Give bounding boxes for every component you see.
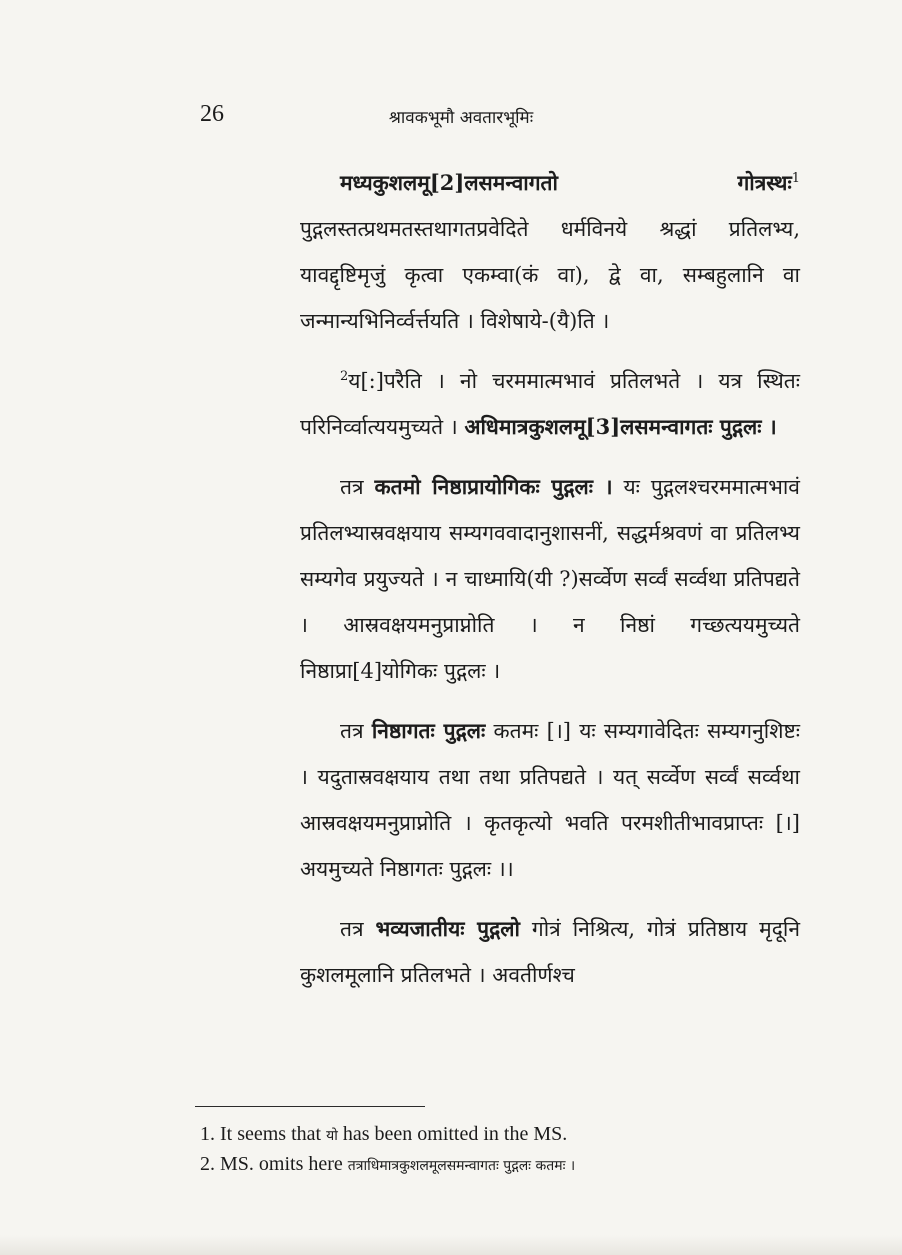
paragraph-5 bbox=[300, 906, 800, 998]
paragraph-lead: तत्र bbox=[340, 475, 375, 499]
footnote-ref: 1 bbox=[791, 171, 800, 186]
paragraph-3 bbox=[300, 464, 800, 694]
running-head: श्रावकभूमौ अवतारभूमिः bbox=[388, 108, 534, 128]
footnote-1 bbox=[200, 1120, 840, 1150]
footnote-devanagari: यो bbox=[326, 1128, 338, 1144]
bold-heading: भव्यजातीयः पुद्गलो bbox=[375, 916, 520, 941]
paragraph-text: य[:]परैति । नो चरममात्मभावं प्रतिलभते । यत्र स्थितः परिनिर्व्वात्ययमुच्यते । bbox=[300, 369, 800, 439]
bold-heading: अधिमात्रकुशलमू[3]लसमन्वागतः पुद्गलः । bbox=[464, 414, 777, 439]
footnote-divider bbox=[195, 1106, 425, 1107]
main-text bbox=[300, 160, 800, 1012]
paragraph-2 bbox=[300, 358, 800, 450]
bold-heading: मध्यकुशलमू[2]लसमन्वागतो गोत्रस्थः bbox=[340, 170, 792, 195]
footnotes bbox=[200, 1120, 840, 1180]
bold-heading: कतमो निष्ठाप्रायोगिकः पुद्गलः । bbox=[374, 474, 613, 499]
footnote-text: MS. omits here bbox=[220, 1153, 348, 1175]
paragraph-lead: तत्र bbox=[340, 917, 376, 941]
footnote-devanagari: तत्राधिमात्रकुशलमूलसमन्वागतः पुद्गलः कतमः । bbox=[347, 1158, 576, 1174]
footnote-number: 2. bbox=[200, 1153, 215, 1175]
footnote-text: It seems that bbox=[220, 1123, 327, 1145]
paragraph-1 bbox=[300, 160, 800, 344]
footnote-2 bbox=[200, 1150, 840, 1180]
paragraph-text: कतमः [।] यः सम्यगावेदितः सम्यगनुशिष्टः । यदुतास्रवक्षयाय तथा तथा प्रतिपद्यते । यत् सर्व्वेण सर्व्वं सर्व्वथा आस्रवक्षयमनुप्राप्नोति । कृतकृत्यो भवति परमशीतीभावप्राप्तः [।] अयमुच्यते निष्ठागतः पुद्गलः ।। bbox=[300, 719, 800, 881]
paragraph-text: यः पुद्गलश्चरममात्मभावं प्रतिलभ्यास्रवक्षयाय सम्यगववादानुशासनीं, सद्धर्मश्रवणं वा प्रतिलभ्य सम्यगेव प्रयुज्यते । न चाध्मायि(यी ?)सर्व्वेण सर्व्वं सर्व्वथा प्रतिपद्यते । आस्रवक्षयमनुप्राप्नोति । न निष्ठां गच्छत्ययमुच्यते निष्ठाप्रा[4]योगिकः पुद्गलः । bbox=[300, 475, 800, 683]
paragraph-text: गोत्रं निश्रित्य, गोत्रं प्रतिष्ठाय मृदूनि कुशलमूलानि प्रतिलभते । अवतीर्णश्च bbox=[300, 917, 800, 987]
page-number: 26 bbox=[200, 101, 224, 127]
paragraph-4 bbox=[300, 708, 800, 892]
bold-heading: निष्ठागतः पुद्गलः bbox=[371, 718, 486, 743]
footnote-text: has been omitted in the MS. bbox=[337, 1123, 568, 1145]
paragraph-text: पुद्गलस्तत्प्रथमतस्तथागतप्रवेदिते धर्मविनये श्रद्धां प्रतिलभ्य, यावद्दृष्टिमृजुं कृत्वा एकम्वा(कं वा), द्वे वा, सम्बहुलानि वा जन्मान्यभिनिर्व्वर्त्तयति । विशेषाये-(यै)ति । bbox=[300, 217, 800, 333]
paragraph-lead: तत्र bbox=[340, 719, 372, 743]
footnote-ref: 2 bbox=[340, 369, 349, 384]
page-edge bbox=[0, 1235, 902, 1255]
footnote-number: 1. bbox=[200, 1123, 215, 1145]
